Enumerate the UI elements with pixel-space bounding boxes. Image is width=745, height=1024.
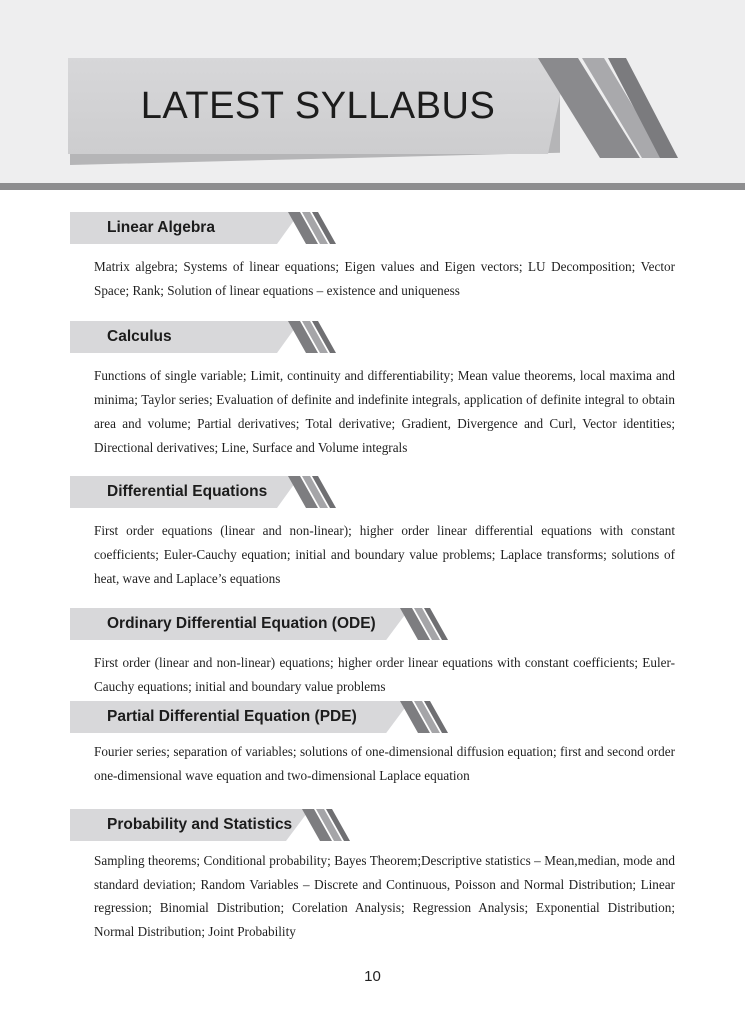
section-stripes-decoration	[280, 212, 340, 244]
section-body: First order equations (linear and non-linear); higher order linear differential equations with constant coefficients; Euler-Cauchy equation; initial and boundary value problems; Laplace transforms; solutions of heat, wave and Laplace’s equations	[94, 523, 675, 586]
section-probability-statistics	[0, 809, 745, 943]
section-ode	[0, 608, 745, 699]
page-number: 10	[364, 968, 381, 985]
section-stripes-decoration	[392, 608, 452, 640]
section-header	[0, 321, 745, 353]
section-header	[0, 608, 745, 640]
section-title: Partial Differential Equation (PDE)	[107, 708, 357, 725]
section-title: Probability and Statistics	[107, 816, 293, 833]
section-differential-equations	[0, 476, 745, 591]
section-title: Calculus	[107, 328, 172, 345]
section-title: Linear Algebra	[107, 219, 215, 236]
section-title: Differential Equations	[107, 483, 268, 500]
section-header-bar	[70, 321, 300, 353]
section-linear-algebra	[0, 212, 745, 303]
section-header	[0, 809, 745, 841]
section-stripes-decoration	[392, 701, 452, 733]
section-body: Matrix algebra; Systems of linear equations; Eigen values and Eigen vectors; LU Decomposition; Vector Space; Rank; Solution of linear equations – existence and uniqueness	[94, 259, 675, 298]
section-stripes-decoration	[294, 809, 354, 841]
section-header	[0, 701, 745, 733]
section-header	[0, 212, 745, 244]
section-body: Sampling theorems; Conditional probability; Bayes Theorem;Descriptive statistics – Mean,median, mode and standard deviation; Random Variables – Discrete and Continuous, Poisson and Normal Distribution; Linear regression; Binomial Distribution; Corelation Analysis; Regression Analysis; Exponential Distribution; Normal Distribution; Joint Probability	[94, 853, 675, 939]
section-stripes-decoration	[280, 321, 340, 353]
section-calculus	[0, 321, 745, 460]
section-stripes-decoration	[280, 476, 340, 508]
section-pde	[0, 701, 745, 788]
section-header	[0, 476, 745, 508]
page-title: LATEST SYLLABUS	[140, 84, 496, 127]
section-title: Ordinary Differential Equation (ODE)	[107, 615, 376, 632]
section-body: First order (linear and non-linear) equations; higher order linear equations with constant coefficients; Euler-Cauchy equations; initial and boundary value problems	[94, 655, 675, 694]
section-body: Fourier series; separation of variables; solutions of one-dimensional diffusion equation; first and second order one-dimensional wave equation and two-dimensional Laplace equation	[94, 744, 675, 783]
section-body: Functions of single variable; Limit, continuity and differentiability; Mean value theorems, local maxima and minima; Taylor series; Evaluation of definite and indefinite integrals, application of definite integral to obtain area and volume; Partial derivatives; Total derivative; Gradient, Divergence and Curl, Vector identities; Directional derivatives; Line, Surface and Volume integrals	[94, 368, 675, 455]
